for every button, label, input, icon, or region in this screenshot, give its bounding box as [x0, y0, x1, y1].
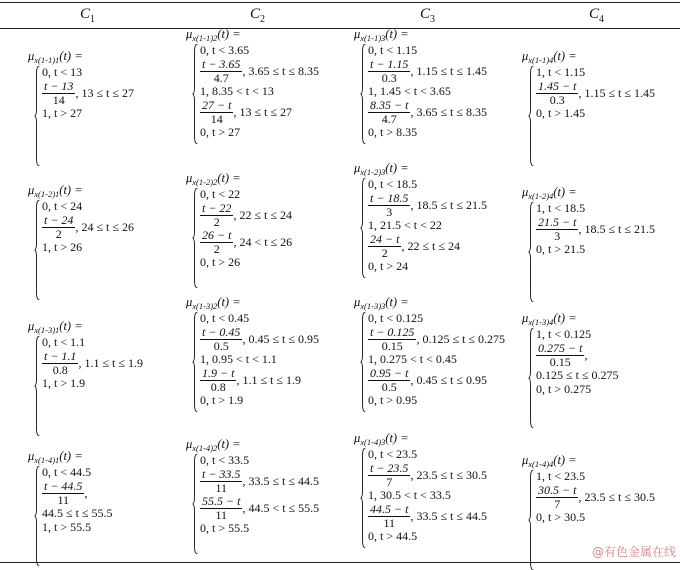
- function-label: $\mu_{x(1-4)3}(t)$ =: [354, 431, 409, 447]
- case-line: 0, t > 24: [368, 259, 409, 273]
- fraction-case: [200, 98, 319, 125]
- fraction-case: [536, 483, 655, 510]
- numerator: t − 24: [44, 212, 74, 227]
- fraction-case: [42, 213, 134, 240]
- case-line: 0, t > 8.35: [368, 125, 418, 139]
- piecewise-definition: [528, 469, 655, 524]
- membership-function-r3-c1: [28, 320, 143, 390]
- fraction-case: [536, 79, 655, 106]
- denominator: 2: [213, 241, 220, 256]
- case-line: 0, t < 0.45: [200, 311, 250, 325]
- case-line: 1, 21.5 < t < 22: [368, 218, 442, 232]
- case-line: 0, t > 1.9: [200, 393, 244, 407]
- case-condition: , 33.5 ≤ t ≤ 44.5: [410, 508, 487, 523]
- case-condition: , 1.15 ≤ t ≤ 1.45: [410, 63, 487, 78]
- header-rule: [0, 28, 680, 29]
- denominator: 2: [381, 245, 388, 260]
- numerator: t − 44.5: [44, 478, 83, 493]
- numerator: t − 0.125: [370, 324, 415, 339]
- case-condition: , 18.5 ≤ t ≤ 21.5: [410, 197, 487, 212]
- piecewise-definition: [192, 311, 319, 407]
- fraction-case: [368, 191, 487, 218]
- case-line: 0, t > 27: [200, 125, 241, 139]
- case-line: 1, 1.45 < t < 3.65: [368, 84, 451, 98]
- function-label: $\mu_{x(1-4)2}(t)$ =: [186, 437, 241, 453]
- membership-function-r1-c1: [28, 50, 134, 120]
- fraction-case: [368, 325, 505, 352]
- function-label: $\mu_{x(1-4)1}(t)$ =: [28, 449, 83, 465]
- left-brace-icon: [360, 448, 366, 548]
- numerator: t − 22: [202, 200, 232, 215]
- left-brace-icon: [528, 202, 534, 302]
- numerator: 8.35 − t: [370, 97, 409, 112]
- denominator: 2: [213, 214, 220, 229]
- case-line: 1, t > 27: [42, 106, 83, 120]
- function-label: $\mu_{x(1-1)1}(t)$ =: [28, 49, 83, 65]
- case-line: 1, t < 1.15: [536, 65, 586, 79]
- numerator: 1.9 − t: [202, 365, 235, 380]
- case-line: 0, t < 1.1: [42, 335, 86, 349]
- denominator: 3: [386, 204, 393, 219]
- case-line: 0, t < 23.5: [368, 447, 418, 461]
- membership-function-r2-c4: [522, 186, 655, 256]
- numerator: t − 3.65: [202, 56, 241, 71]
- case-line: 0, t < 0.125: [368, 311, 424, 325]
- piecewise-definition: [192, 43, 319, 139]
- denominator: 7: [554, 496, 561, 511]
- fraction-case: [368, 502, 487, 529]
- left-brace-icon: [34, 200, 40, 300]
- function-label: $\mu_{x(1-2)4}(t)$ =: [522, 185, 577, 201]
- left-brace-icon: [192, 44, 198, 144]
- case-condition: ,: [84, 485, 88, 500]
- case-line: 0, t < 22: [200, 187, 241, 201]
- numerator: 21.5 − t: [538, 214, 577, 229]
- fraction-case: [536, 341, 619, 368]
- case-line: 1, t < 0.125: [536, 327, 592, 341]
- left-brace-icon: [192, 454, 198, 554]
- case-condition: , 1.1 ≤ t ≤ 1.9: [78, 355, 143, 370]
- function-label: $\mu_{x(1-1)3}(t)$ =: [354, 27, 409, 43]
- denominator: 0.15: [549, 354, 571, 369]
- numerator: 30.5 − t: [538, 482, 577, 497]
- left-brace-icon: [192, 312, 198, 412]
- fraction-case: [42, 479, 113, 506]
- case-condition: , 22 ≤ t ≤ 24: [233, 207, 292, 222]
- case-line: 0, t > 0.275: [536, 382, 592, 396]
- case-condition: , 1.15 ≤ t ≤ 1.45: [578, 85, 655, 100]
- case-line: 1, 0.95 < t < 1.1: [200, 352, 277, 366]
- case-line: 1, 30.5 < t < 33.5: [368, 488, 451, 502]
- left-brace-icon: [34, 466, 40, 566]
- membership-function-r1-c4: [522, 50, 655, 120]
- function-label: $\mu_{x(1-1)4}(t)$ =: [522, 49, 577, 65]
- membership-function-r1-c2: [186, 28, 319, 139]
- case-line: 0, t > 21.5: [536, 242, 586, 256]
- fraction-case: [200, 228, 292, 255]
- piecewise-definition: [360, 447, 487, 543]
- left-brace-icon: [360, 312, 366, 412]
- case-line: 0, t < 13: [42, 65, 83, 79]
- case-condition: , 0.45 ≤ t ≤ 0.95: [410, 372, 487, 387]
- fraction-case: [200, 467, 319, 494]
- numerator: 26 − t: [202, 227, 232, 242]
- left-brace-icon: [528, 66, 534, 166]
- denominator: 4.7: [213, 70, 229, 85]
- fraction-case: [200, 325, 319, 352]
- left-brace-icon: [528, 328, 534, 428]
- numerator: t − 18.5: [370, 190, 409, 205]
- case-line: 0, t > 44.5: [368, 529, 418, 543]
- numerator: 44.5 − t: [370, 501, 409, 516]
- membership-function-r2-c3: [354, 162, 487, 273]
- case-line: 1, t < 18.5: [536, 201, 586, 215]
- denominator: 3: [554, 228, 561, 243]
- numerator: 1.45 − t: [538, 78, 577, 93]
- numerator: 0.95 − t: [370, 365, 409, 380]
- case-condition: ,: [584, 347, 588, 362]
- function-label: $\mu_{x(1-2)1}(t)$ =: [28, 183, 83, 199]
- denominator: 7: [386, 474, 393, 489]
- case-condition: , 0.125 ≤ t ≤ 0.275: [416, 331, 505, 346]
- membership-function-r2-c2: [186, 172, 292, 269]
- denominator: 0.8: [210, 379, 226, 394]
- denominator: 0.5: [213, 338, 229, 353]
- case-line: 1, 0.275 < t < 0.45: [368, 352, 457, 366]
- fraction-case: [368, 232, 487, 259]
- function-label: $\mu_{x(1-4)4}(t)$ =: [522, 453, 577, 469]
- case-condition: , 24 < t ≤ 26: [233, 234, 293, 249]
- function-label: $\mu_{x(1-3)1}(t)$ =: [28, 319, 83, 335]
- piecewise-definition: [528, 201, 655, 256]
- case-condition: , 0.45 ≤ t ≤ 0.95: [242, 331, 319, 346]
- case-condition: , 23.5 ≤ t ≤ 30.5: [578, 489, 655, 504]
- denominator: 4.7: [381, 111, 397, 126]
- piecewise-definition: [360, 43, 487, 139]
- case-line: 0, t < 33.5: [200, 453, 250, 467]
- case-condition: , 44.5 < t ≤ 55.5: [242, 500, 320, 515]
- denominator: 11: [215, 480, 227, 495]
- numerator: t − 33.5: [202, 466, 241, 481]
- fraction-case: [536, 215, 655, 242]
- case-line: 0.125 ≤ t ≤ 0.275: [536, 368, 619, 382]
- fraction-case: [42, 79, 134, 106]
- left-brace-icon: [528, 470, 534, 570]
- case-line: 1, t > 1.9: [42, 376, 86, 390]
- fraction-case: [200, 201, 292, 228]
- case-line: 1, t > 26: [42, 240, 83, 254]
- numerator: t − 0.45: [202, 324, 241, 339]
- table-top-rule: [0, 2, 680, 3]
- case-line: 1, t < 23.5: [536, 469, 586, 483]
- denominator: 11: [215, 507, 227, 522]
- membership-function-r2-c1: [28, 184, 134, 254]
- numerator: t − 13: [44, 78, 74, 93]
- case-condition: , 23.5 ≤ t ≤ 30.5: [410, 467, 487, 482]
- case-line: 0, t > 1.45: [536, 106, 586, 120]
- piecewise-definition: [192, 453, 319, 535]
- left-brace-icon: [34, 336, 40, 436]
- numerator: 0.275 − t: [538, 340, 583, 355]
- membership-function-r1-c3: [354, 28, 487, 139]
- column-header-c3: $C_3$: [420, 6, 436, 25]
- piecewise-definition: [360, 311, 505, 407]
- fraction-case: [200, 57, 319, 84]
- denominator: 0.8: [52, 362, 68, 377]
- piecewise-definition: [192, 187, 292, 269]
- case-condition: , 18.5 ≤ t ≤ 21.5: [578, 221, 655, 236]
- membership-function-r3-c3: [354, 296, 505, 407]
- case-condition: , 13 ≤ t ≤ 27: [233, 104, 292, 119]
- numerator: 27 − t: [202, 97, 232, 112]
- membership-function-r4-c2: [186, 438, 319, 535]
- numerator: 55.5 − t: [202, 493, 241, 508]
- denominator: 0.3: [549, 92, 565, 107]
- numerator: 24 − t: [370, 231, 400, 246]
- piecewise-definition: [34, 65, 134, 120]
- case-condition: , 24 ≤ t ≤ 26: [75, 219, 134, 234]
- denominator: 2: [55, 226, 62, 241]
- membership-function-r3-c4: [522, 312, 619, 396]
- fraction-case: [368, 57, 487, 84]
- function-label: $\mu_{x(1-2)3}(t)$ =: [354, 161, 409, 177]
- case-line: 0, t < 3.65: [200, 43, 250, 57]
- left-brace-icon: [192, 188, 198, 288]
- piecewise-definition: [34, 335, 143, 390]
- piecewise-definition: [528, 327, 619, 396]
- column-header-c2: $C_2$: [250, 6, 266, 25]
- case-line: 0, t < 44.5: [42, 465, 92, 479]
- fraction-case: [368, 461, 487, 488]
- case-condition: , 33.5 ≤ t ≤ 44.5: [242, 473, 319, 488]
- membership-function-r4-c4: [522, 454, 655, 524]
- fraction-case: [42, 349, 143, 376]
- piecewise-definition: [34, 465, 113, 534]
- case-line: 0, t < 1.15: [368, 43, 418, 57]
- case-line: 1, 8.35 < t < 13: [200, 84, 274, 98]
- denominator: 0.15: [381, 338, 403, 353]
- case-line: 0, t > 0.95: [368, 393, 418, 407]
- case-line: 44.5 ≤ t ≤ 55.5: [42, 506, 113, 520]
- membership-function-r4-c1: [28, 450, 113, 534]
- numerator: t − 1.15: [370, 56, 409, 71]
- denominator: 11: [57, 492, 69, 507]
- numerator: t − 23.5: [370, 460, 409, 475]
- case-line: 0, t < 18.5: [368, 177, 418, 191]
- denominator: 14: [210, 111, 223, 126]
- function-label: $\mu_{x(1-1)2}(t)$ =: [186, 27, 241, 43]
- denominator: 14: [52, 92, 65, 107]
- fraction-case: [200, 494, 319, 521]
- case-condition: , 3.65 ≤ t ≤ 8.35: [410, 104, 487, 119]
- case-line: 0, t > 26: [200, 255, 241, 269]
- piecewise-definition: [528, 65, 655, 120]
- denominator: 11: [383, 515, 395, 530]
- piecewise-definition: [360, 177, 487, 273]
- case-line: 1, t > 55.5: [42, 520, 92, 534]
- left-brace-icon: [360, 44, 366, 144]
- case-condition: , 22 ≤ t ≤ 24: [401, 238, 460, 253]
- function-label: $\mu_{x(1-2)2}(t)$ =: [186, 171, 241, 187]
- case-condition: , 13 ≤ t ≤ 27: [75, 85, 134, 100]
- column-header-c4: $C_4$: [589, 6, 605, 25]
- function-label: $\mu_{x(1-3)3}(t)$ =: [354, 295, 409, 311]
- left-brace-icon: [360, 178, 366, 278]
- numerator: t − 1.1: [44, 348, 77, 363]
- function-label: $\mu_{x(1-3)4}(t)$ =: [522, 311, 577, 327]
- fraction-case: [200, 366, 319, 393]
- fraction-case: [368, 98, 487, 125]
- left-brace-icon: [34, 66, 40, 166]
- membership-function-r3-c2: [186, 296, 319, 407]
- table-bottom-rule: [0, 562, 680, 563]
- case-condition: , 1.1 ≤ t ≤ 1.9: [236, 372, 301, 387]
- denominator: 0.3: [381, 70, 397, 85]
- case-line: 0, t > 30.5: [536, 510, 586, 524]
- column-header-c1: $C_1$: [80, 6, 96, 25]
- fraction-case: [368, 366, 505, 393]
- denominator: 0.5: [381, 379, 397, 394]
- case-line: 0, t < 24: [42, 199, 83, 213]
- piecewise-definition: [34, 199, 134, 254]
- watermark: @有色金属在线: [591, 545, 676, 559]
- function-label: $\mu_{x(1-3)2}(t)$ =: [186, 295, 241, 311]
- membership-function-r4-c3: [354, 432, 487, 543]
- case-condition: , 3.65 ≤ t ≤ 8.35: [242, 63, 319, 78]
- case-line: 0, t > 55.5: [200, 521, 250, 535]
